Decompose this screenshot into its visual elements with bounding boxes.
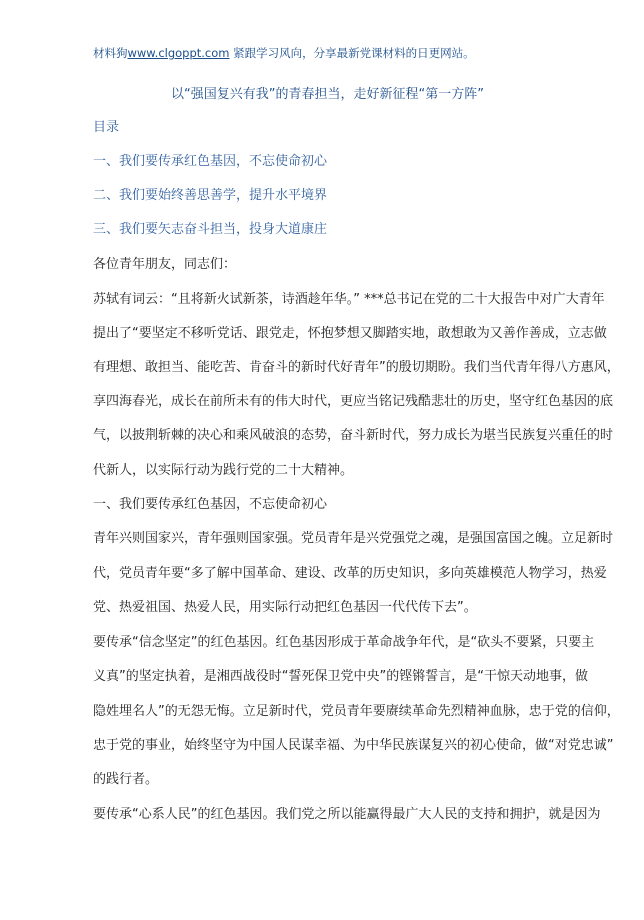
header-site-link[interactable]: www.clgoppt.com xyxy=(127,46,230,60)
salutation: 各位青年朋友，同志们： xyxy=(93,257,237,272)
paragraph-line: 有理想、敢担当、能吃苦、肯奋斗的新时代好青年”的殷切期盼。我们当代青年得八方惠风， xyxy=(93,360,620,375)
paragraph-line: 义真”的坚定执着，是湘西战役时“誓死保卫党中央”的铿锵誓言，是“干惊天动地事，做 xyxy=(93,669,588,684)
toc-item-2[interactable]: 二、我们要始终善思善学，提升水平境界 xyxy=(93,188,328,203)
section-heading-1: 一、我们要传承红色基因，不忘使命初心 xyxy=(93,497,328,512)
toc-label: 目录 xyxy=(93,120,120,135)
paragraph-line: 要传承“信念坚定”的红色基因。红色基因形成于革命战争年代，是“砍头不要紧，只要主 xyxy=(93,635,595,650)
paragraph-line: 苏轼有词云：“且将新火试新茶，诗酒趁年华。” ***总书记在党的二十大报告中对广大青年 xyxy=(93,292,605,307)
header-suffix: 紧跟学习风向，分享最新党课材料的日更网站。 xyxy=(229,46,475,60)
paragraph-line: 的践行者。 xyxy=(93,772,159,787)
paragraph-line: 代新人，以实际行动为践行党的二十大精神。 xyxy=(93,463,354,478)
toc-item-1[interactable]: 一、我们要传承红色基因，不忘使命初心 xyxy=(93,154,328,169)
site-header xyxy=(93,44,563,62)
paragraph-line: 提出了“要坚定不移听党话、跟党走，怀抱梦想又脚踏实地，敢想敢为又善作善成，立志做 xyxy=(93,326,607,341)
paragraph-line: 代，党员青年要“多了解中国革命、建设、改革的历史知识，多向英雄模范人物学习，热爱 xyxy=(93,566,607,581)
paragraph-line: 青年兴则国家兴，青年强则国家强。党员青年是兴党强党之魂，是强国富国之魄。立足新时 xyxy=(93,531,614,546)
paragraph-line: 忠于党的事业，始终坚守为中国人民谋幸福、为中华民族谋复兴的初心使命，做“对党忠诚” xyxy=(93,738,614,753)
paragraph-line: 党、热爱祖国、热爱人民，用实际行动把红色基因一代代传下去”。 xyxy=(93,600,477,615)
paragraph-line: 气，以披荆斩棘的决心和乘风破浪的态势，奋斗新时代，努力成长为堪当民族复兴重任的时 xyxy=(93,428,614,443)
document-title: 以“强国复兴有我”的青春担当，走好新征程“第一方阵” xyxy=(171,87,484,102)
header-prefix: 材料狗 xyxy=(93,46,128,60)
toc-item-3[interactable]: 三、我们要矢志奋斗担当，投身大道康庄 xyxy=(93,222,328,237)
paragraph-line: 要传承“心系人民”的红色基因。我们党之所以能赢得最广大人民的支持和拥护，就是因为 xyxy=(93,807,601,822)
paragraph-line: 隐姓埋名人”的无怨无悔。立足新时代，党员青年要赓续革命先烈精神血脉，忠于党的信仰， xyxy=(93,704,620,719)
paragraph-line: 享四海春光，成长在前所未有的伟大时代，更应当铭记残酷悲壮的历史，坚守红色基因的底 xyxy=(93,394,614,409)
